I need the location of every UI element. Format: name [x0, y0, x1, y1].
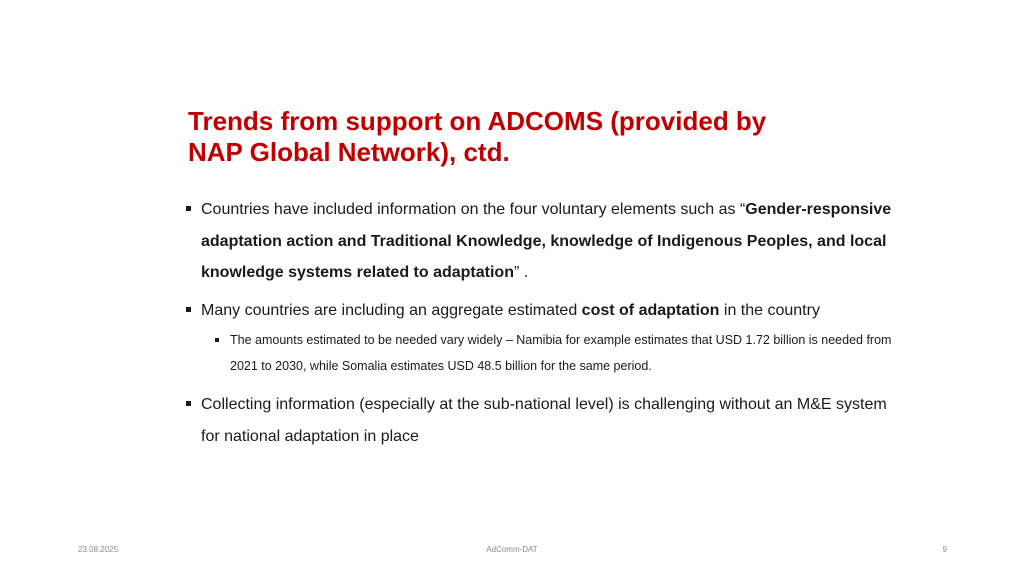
slide-title-line-1: Trends from support on ADCOMS (provided by	[188, 106, 767, 136]
footer-page-number: 9	[942, 545, 947, 554]
square-bullet-icon	[186, 401, 191, 406]
bullet-text-post: in the country	[719, 301, 820, 319]
bullet-text: Collecting information (especially at the sub-national level) is challenging without an M&E system for national adaptation in place	[201, 396, 887, 445]
bullet-voluntary-elements	[186, 194, 906, 289]
bullet-text-bold: cost of adaptation	[581, 301, 720, 319]
sub-bullet-text: The amounts estimated to be needed vary widely – Namibia for example estimates that USD 1.72 billion is needed from 2021 to 2030, while Somalia estimates USD 48.5 billion for the same period.	[230, 333, 892, 373]
square-sub-bullet-icon	[215, 338, 219, 342]
slide-body	[186, 194, 906, 452]
slide-title-line-2: NAP Global Network), ctd.	[188, 137, 510, 167]
bullet-collecting-information	[186, 389, 906, 452]
bullet-text-pre: Many countries are including an aggregate estimated	[201, 301, 582, 319]
footer-center-label: AdComm-DAT	[486, 545, 538, 554]
square-bullet-icon	[186, 307, 191, 312]
bullet-text-pre: Countries have included information on the four voluntary elements such as “	[201, 201, 746, 218]
bullet-text-post: ” .	[513, 264, 529, 281]
slide-title	[188, 106, 828, 168]
bullet-text-bold: Gender-responsive adaptation action and Traditional Knowledge, knowledge of Indigenous Peoples, and local knowledge systems related to adaptation	[201, 201, 892, 281]
sub-bullet-estimates	[215, 328, 906, 379]
square-bullet-icon	[186, 206, 191, 211]
footer-date: 23.08.2025	[78, 545, 119, 554]
bullet-cost-of-adaptation	[186, 295, 906, 327]
